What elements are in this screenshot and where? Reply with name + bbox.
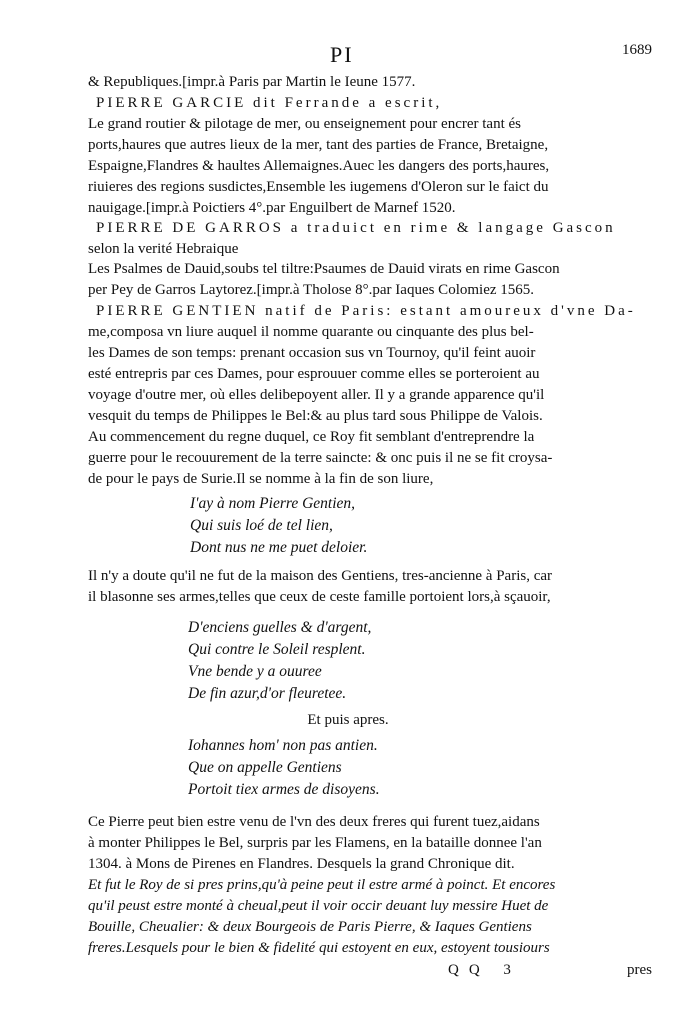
verse-line: Vne bende y a ouuree: [188, 663, 322, 680]
text-line: ports,haures que autres lieux de la mer, tant des parties de France, Bretaigne,: [88, 137, 549, 153]
transition-line: Et puis apres.: [307, 712, 389, 728]
text-line: Espaigne,Flandres & haultes Allemaignes.Auec les dangers des ports,haures,: [88, 158, 550, 174]
verse-line: Dont nus ne me puet deloier.: [190, 539, 368, 556]
text-line: guerre pour le recouurement de la terre saincte: & onc puis il ne se fit croysa-: [88, 450, 553, 466]
text-line: Ce Pierre peut bien estre venu de l'vn des deux freres qui furent tuez,aidans: [88, 814, 540, 830]
text-line: Et fut le Roy de si pres prins,qu'à peine peut il estre armé à poinct. Et encores: [88, 877, 556, 893]
verse-line: Que on appelle Gentiens: [188, 759, 342, 776]
catchword: pres: [627, 962, 652, 978]
signature-mark: QQ 3: [448, 962, 521, 978]
text-line: Les Psalmes de Dauid,soubs tel tiltre:Psaumes de Dauid virats en rime Gascon: [88, 261, 560, 277]
text-line: selon la verité Hebraique: [88, 241, 239, 257]
text-line: Au commencement du regne duquel, ce Roy fit semblant d'entreprendre la: [88, 429, 535, 445]
text-line: per Pey de Garros Laytorez.[impr.à Tholose 8°.par Iaques Colomiez 1565.: [88, 282, 535, 298]
running-title: PI: [330, 42, 354, 67]
text-line: de pour le pays de Surie.Il se nomme à la fin de son liure,: [88, 471, 434, 487]
verse-line: Qui suis loé de tel lien,: [190, 517, 333, 534]
author-heading: PIERRE GARCIE dit Ferrande a escrit,: [96, 95, 443, 111]
verse-line: I'ay à nom Pierre Gentien,: [190, 495, 356, 512]
text-line: nauigage.[impr.à Poictiers 4°.par Enguilbert de Marnef 1520.: [88, 200, 456, 216]
text-line: voyage d'outre mer, où elles delibероyent aller. Il y a grande apparence qu'il: [88, 387, 545, 403]
author-heading: PIERRE DE GARROS a traduict en rime & langage Gascon: [96, 220, 616, 236]
verse-line: D'enciens guelles & d'argent,: [188, 619, 372, 636]
text-line: Bouille, Cheualier: & deux Bourgeois de Paris Pierre, & Iaques Gentiens: [88, 919, 532, 935]
verse-line: Iohannes hom' non pas antien.: [188, 737, 378, 754]
text-line: freres.Lesquels pour le bien & fidelité qui estoyent en eux, estoyent tousiours: [88, 940, 550, 956]
text-line: Il n'y a doute qu'il ne fut de la maison des Gentiens, tres-ancienne à Paris, car: [88, 568, 553, 584]
text-line: les Dames de son temps: prenant occasion sus vn Tournoy, qu'il feint auoir: [88, 345, 536, 361]
text-line: 1304. à Mons de Pirenes en Flandres. Desquels la grand Chronique dit.: [88, 856, 515, 872]
verse-line: Qui contre le Soleil resplent.: [188, 641, 366, 658]
text-line: me,composa vn liure auquel il nomme quarante ou cinquante des plus bel-: [88, 324, 534, 340]
text-line: qu'il peust estre monté à cheual,peut il voir occir deuant luy messire Huet de: [88, 898, 549, 914]
page-number: 1689: [622, 42, 652, 58]
verse-line: Portoit tiex armes de disoyens.: [188, 781, 380, 798]
author-heading: PIERRE GENTIEN natif de Paris: estant amoureux d'vne Da-: [96, 303, 636, 319]
text-line: vesquit du temps de Philippes le Bel:& au plus tard sous Philippe de Valois.: [88, 408, 543, 424]
text-line: riuieres des regions susdictes,Ensemble les iugemens d'Oleron sur le faict du: [88, 179, 549, 195]
text-line: Le grand routier & pilotage de mer, ou enseignement pour encrer tant és: [88, 116, 521, 132]
verse-line: De fin azur,d'or fleuretee.: [188, 685, 347, 702]
text-line: il blasonne ses armes,telles que ceux de ceste famille portoient lors,à sçauoir,: [88, 589, 551, 605]
page-header: [0, 42, 696, 68]
text-line: esté entrepris par ces Dames, pour esprouuer comme elles se porteroient au: [88, 366, 540, 382]
text-line: & Republiques.[impr.à Paris par Martin le Ieune 1577.: [88, 74, 416, 90]
text-line: à monter Philippes le Bel, surpris par les Flamens, en la bataille donnee l'an: [88, 835, 542, 851]
